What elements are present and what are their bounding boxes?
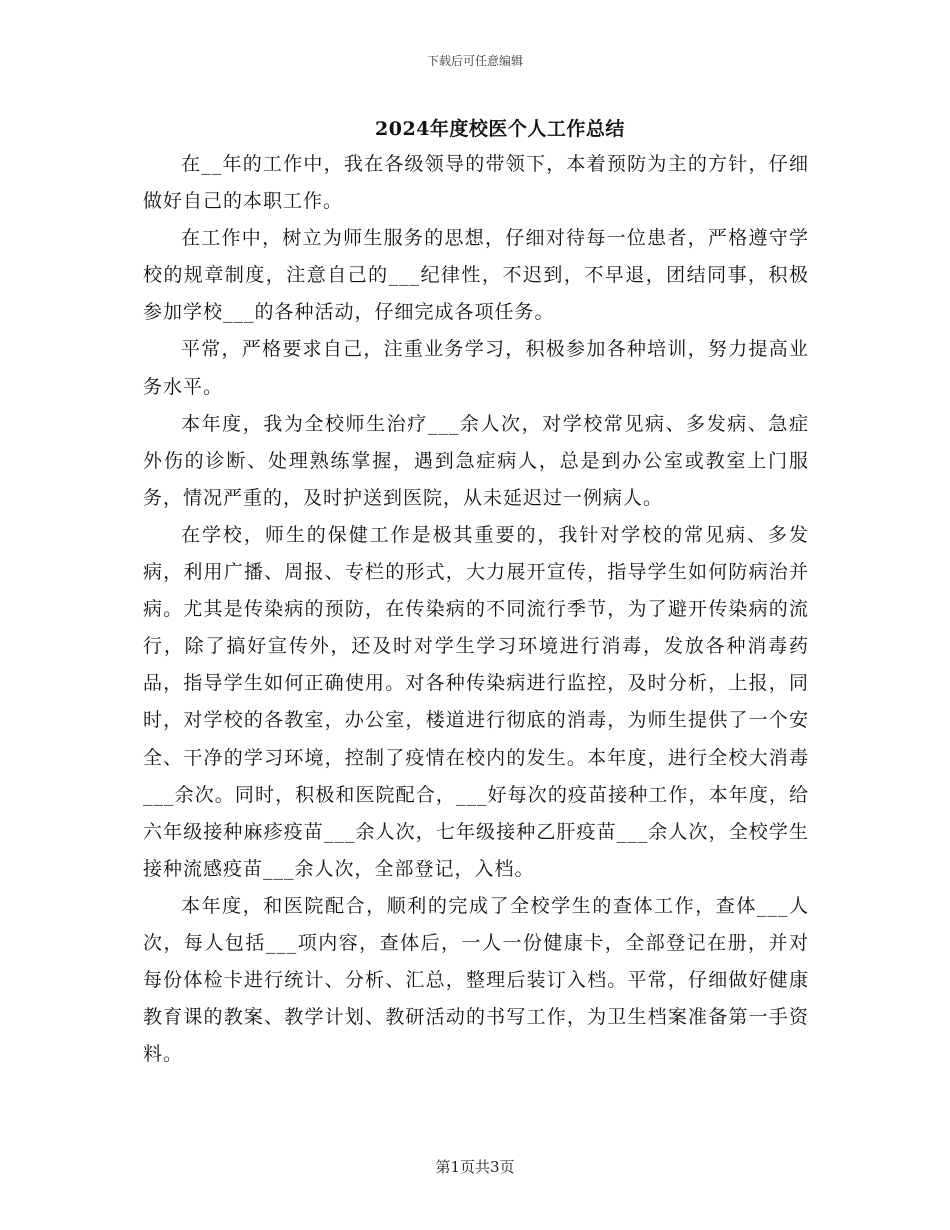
- page-number: 第1页共3页: [435, 1158, 515, 1176]
- paragraph-study: 平常，严格要求自己，注重业务学习，积极参加各种培训，努力提高业务水平。: [143, 338, 809, 398]
- paragraph-treatment: 本年度，我为全校师生治疗___余人次，对学校常见病、多发病、急症外伤的诊断、处理熟练掌握，遇到急症病人，总是到办公室或教室上门服务，情况严重的，及时护送到医院，从未延迟过一例病人。: [143, 412, 809, 509]
- paragraph-intro: 在__年的工作中，我在各级领导的带领下，本着预防为主的方针，仔细做好自己的本职工作。: [143, 153, 809, 213]
- paragraph-work-attitude: 在工作中，树立为师生服务的思想，仔细对待每一位患者，严格遵守学校的规章制度，注意自己的___纪律性，不迟到，不早退，团结同事，积极参加学校___的各种活动，仔细完成各项任务。: [143, 227, 809, 324]
- download-note: 下载后可任意编辑: [426, 54, 523, 68]
- document-body: [143, 146, 809, 1073]
- paragraph-health-care: 在学校，师生的保健工作是极其重要的，我针对学校的常见病、多发病，利用广播、周报、专栏的形式，大力展开宣传，指导学生如何防病治并病。尤其是传染病的预防，在传染病的不同流行季节，为了避开传染病的流行，除了搞好宣传外，还及时对学生学习环境进行消毒，发放各种消毒药品，指导学生如何正确使用。对各种传染病进行监控，及时分析，上报，同时，对学校的各教室，办公室，楼道进行彻底的消毒，为师生提供了一个安全、干净的学习环境，控制了疫情在校内的发生。本年度，进行全校大消毒___余次。同时，积极和医院配合，___好每次的疫苗接种工作，本年度，给六年级接种麻疹疫苗___余人次，七年级接种乙肝疫苗___余人次，全校学生接种流感疫苗___余人次，全部登记，入档。: [143, 523, 809, 880]
- document-title: 2024年度校医个人工作总结: [375, 118, 625, 140]
- paragraph-physical-exam: 本年度，和医院配合，顺利的完成了全校学生的查体工作，查体___人次，每人包括___项内容，查体后，一人一份健康卡，全部登记在册，并对每份体检卡进行统计、分析、汇总，整理后装订入档。平常，仔细做好健康教育课的教案、教学计划、教研活动的书写工作，为卫生档案准备第一手资料。: [143, 894, 809, 1066]
